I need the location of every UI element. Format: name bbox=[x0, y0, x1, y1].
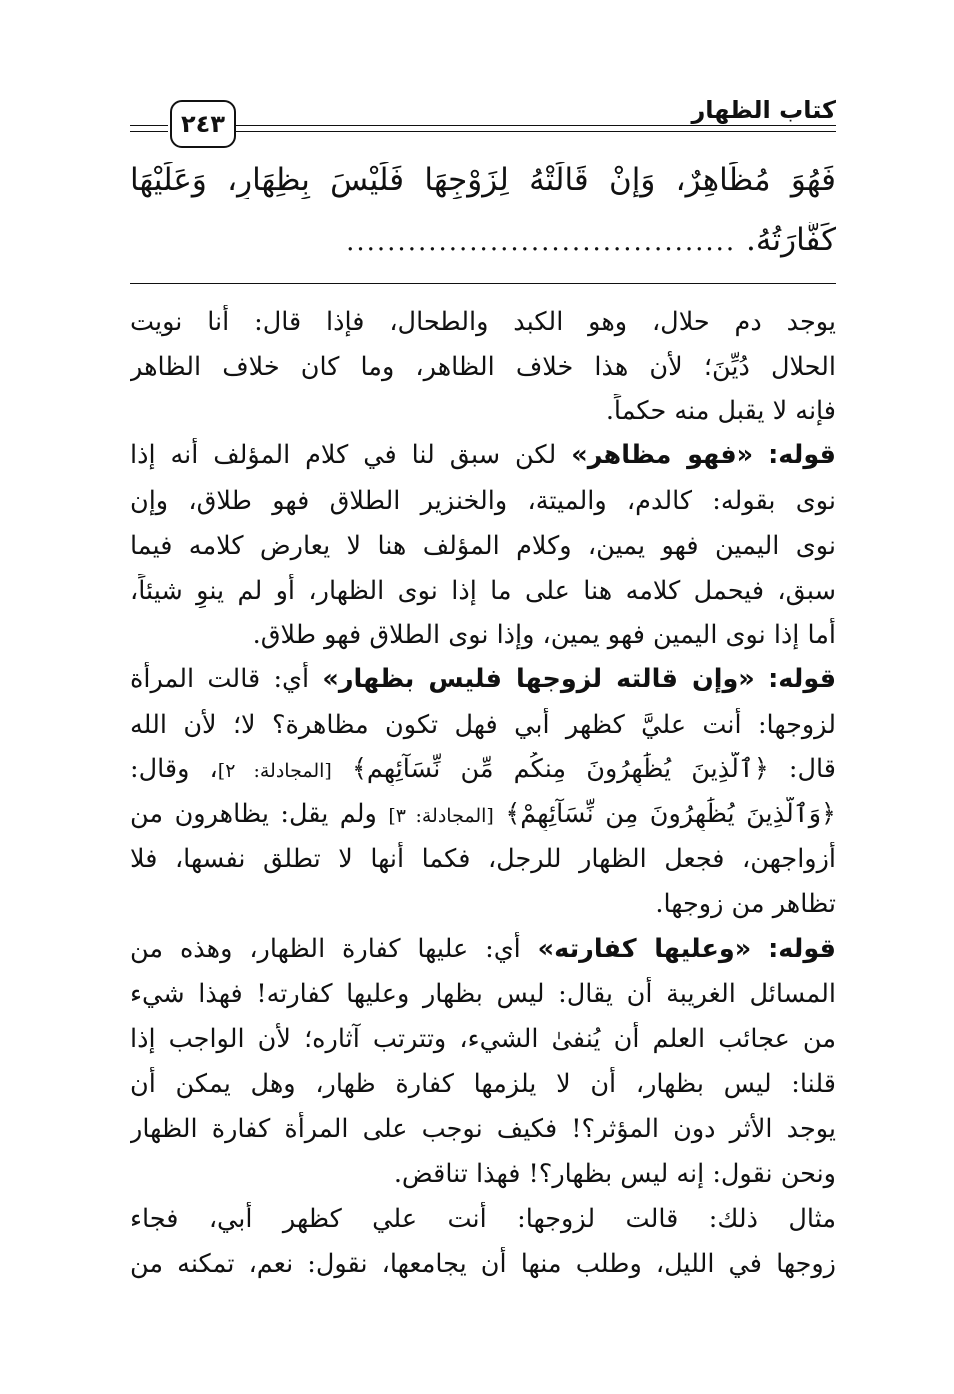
p1-line-2: الحلال دُيِّنَ؛ لأن هذا خلاف الظاهر، وما كان خلاف الظاهر bbox=[130, 352, 836, 382]
matn-line-2 bbox=[130, 222, 836, 259]
p3-line-3 bbox=[130, 752, 836, 786]
p1-line-1: يوجد دم حلال، وهو الكبد والطحال، فإذا قال: أنا نويت bbox=[130, 307, 836, 337]
matn-line-1 bbox=[130, 162, 836, 199]
p3-line-2: لزوجها: أنت عليَّ كظهر أبي فهل تكون مظاهرة؟ لا؛ لأن الله bbox=[130, 710, 836, 740]
p3-lead: قوله: bbox=[768, 664, 836, 694]
page-number: ٢٤٣ bbox=[170, 100, 236, 148]
p2-line-1-rest: لكن سبق لنا في كلام المؤلف أنه إذا bbox=[130, 440, 557, 470]
p3-line-3-start: قال: bbox=[788, 754, 836, 784]
p3-line-4-rest: ولم يقل: يظاهرون من bbox=[130, 799, 377, 829]
p3-line-4 bbox=[130, 797, 836, 831]
p4-lead: قوله: bbox=[768, 934, 836, 964]
running-title: كتاب الظهار bbox=[691, 96, 836, 124]
p3-line-1-rest: أي: قالت المرأة bbox=[130, 664, 310, 694]
p3-quote: «وإن قالته لزوجها فليس بظهار» bbox=[322, 664, 755, 694]
verse-ref-1: [المجادلة: ٢] bbox=[217, 760, 332, 782]
p2-line-3: نوى اليمين فهو يمين، وكلام المؤلف هنا لا يعارض كلامه فيما bbox=[130, 531, 836, 561]
verse-ref-2: [المجادلة: ٣] bbox=[388, 805, 494, 827]
p3-line-1 bbox=[130, 662, 836, 696]
p5-line-2: زوجها في الليل، وطلب منها أن يجامعها، نقول: نعم، تمكنه من bbox=[130, 1249, 836, 1279]
p4-line-1 bbox=[130, 932, 836, 966]
matn-separator bbox=[130, 283, 836, 284]
p4-quote: «وعليها كفارته» bbox=[537, 934, 752, 964]
p3-line-3-end: ، وقال: bbox=[130, 754, 218, 784]
p3-line-6: تظاهر من زوجها. bbox=[655, 889, 836, 919]
p2-line-2: نوى بقوله: كالدم، والميتة، والخنزير الطلاق فهو طلاق، وإن bbox=[130, 486, 836, 516]
p2-line-4: سبق، فيحمل كلامه هنا على ما إذا نوى الظهار، أو لم ينوِ شيئاً، bbox=[130, 576, 836, 606]
header-rule-right-upper bbox=[234, 125, 836, 126]
header-rule-left-lower bbox=[130, 131, 168, 132]
p4-line-5: يوجد الأثر دون المؤثر؟! فكيف نوجب على المرأة كفارة الظهار bbox=[130, 1114, 836, 1144]
p2-line-1 bbox=[130, 438, 836, 472]
matn-text-2: كَفَّارَتُهُ. bbox=[746, 222, 836, 258]
matn-text-1: فَهُوَ مُظَاهِرٌ، وَإِنْ قَالَتْهُ لِزَوْجِهَا فَلَيْسَ بِظِهَارٍ، وَعَلَيْهَا bbox=[130, 162, 836, 198]
p2-line-5: أما إذا نوى اليمين فهو يمين، وإذا نوى الطلاق فهو طلاق. bbox=[252, 620, 836, 650]
header-rule-left-upper bbox=[130, 125, 168, 126]
quran-verse-1: ﴿ٱلَّذِينَ يُظَٰهِرُونَ مِنكُم مِّن نِّسَآئِهِم﴾ bbox=[351, 754, 769, 784]
dotted-leader: ...................................... bbox=[346, 227, 737, 257]
p2-quote: «فهو مظاهر» bbox=[571, 440, 754, 470]
p2-lead: قوله: bbox=[768, 440, 836, 470]
p4-line-6: ونحن نقول: إنه ليس بظهار؟! فهذا تناقض. bbox=[393, 1159, 836, 1189]
p4-line-1-rest: أي: عليها كفارة الظهار، وهذه من bbox=[130, 934, 521, 964]
p5-line-1: مثال ذلك: قالت لزوجها: أنت علي كظهر أبي، فجاء bbox=[130, 1204, 836, 1234]
p4-line-4: قلنا: ليس بظهار، أن لا يلزمها كفارة ظهار، وهل يمكن أن bbox=[130, 1069, 836, 1099]
p4-line-2: المسائل الغريبة أن يقال: ليس بظهار وعليها كفارته! فهذا شيء bbox=[130, 979, 836, 1009]
p1-line-3: فإنه لا يقبل منه حكماً. bbox=[605, 396, 836, 426]
p4-line-3: من عجائب العلم أن يُنفىٰ الشيء، وتترتب آثاره؛ لأن الواجب إذا bbox=[130, 1024, 836, 1054]
quran-verse-2: ﴿وَٱلَّذِينَ يُظَٰهِرُونَ مِن نِّسَآئِهِمْ﴾ bbox=[505, 799, 836, 829]
header-rule-right-lower bbox=[234, 131, 836, 132]
p3-line-5: أزواجهن، فجعل الظهار للرجل، فكما أنها لا تطلق نفسها، فلا bbox=[130, 844, 836, 874]
